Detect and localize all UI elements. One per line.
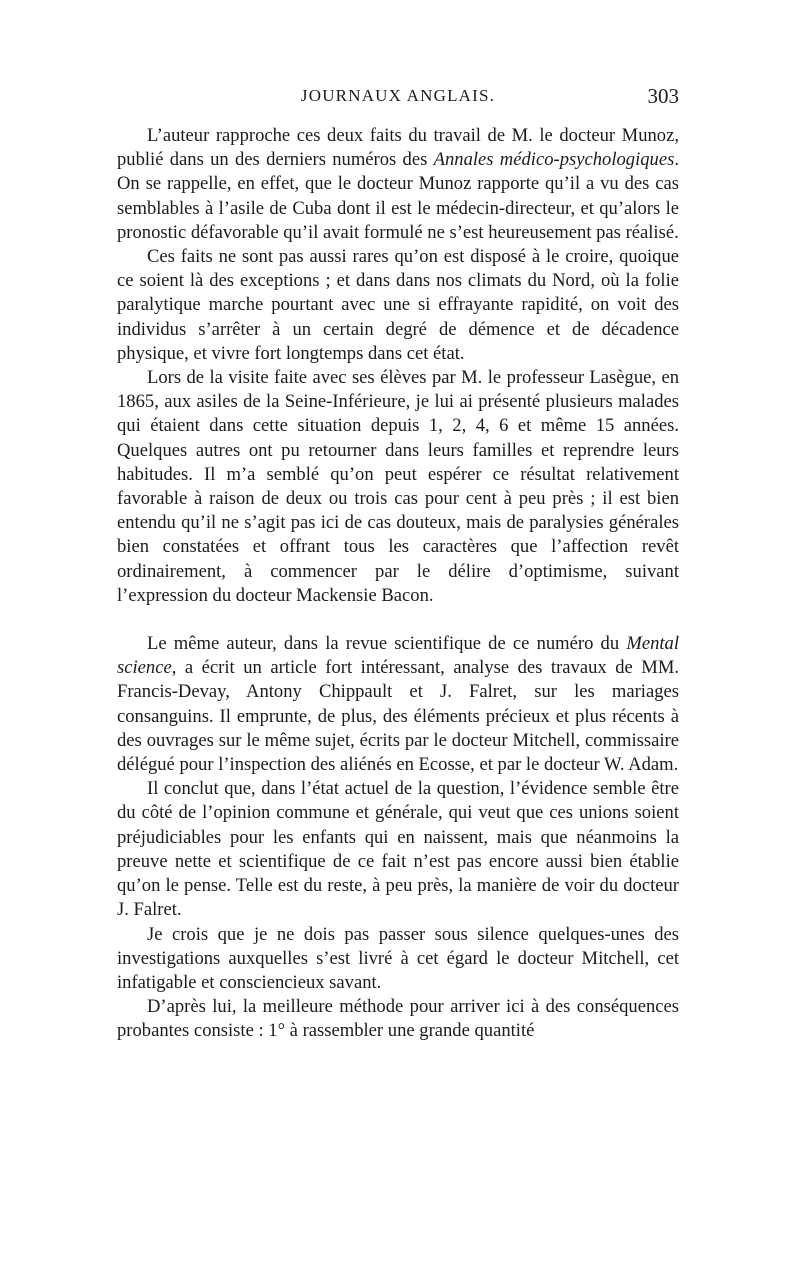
journal-title-annales: Annales médico-psychologiques: [433, 149, 675, 171]
paragraph-2: Ces faits ne sont pas aussi rares qu’on est disposé à le croire, quoique ce soient là des exceptions ; et dans dans nos climats du Nord, où la folie paralytique marche pourtant avec une si effrayante rapidité, on voit des individus s’arrêter à un certain degré de démence et de décadence physique, et vivre fort longtemps dans cet état.: [117, 246, 679, 364]
paragraph-5: Il conclut que, dans l’état actuel de la question, l’évidence semble être du côté de l’opinion commune et générale, qui veut que ces unions soient préjudiciables pour les enfants qui en naissent, mais que néanmoins la preuve nette et scientifique de ce fait n’est pas encore aussi bien établie qu’on le pense. Telle est du reste, à peu près, la manière de voir du docteur J. Falret.: [117, 778, 679, 921]
journal-title-mental-science: Mental science: [117, 633, 679, 679]
running-title: JOURNAUX ANGLAIS.: [300, 86, 496, 105]
paragraph-1-text-a: L’auteur rapproche ces deux faits du travail de M. le docteur Munoz, publié dans un des derniers numéros des: [117, 125, 679, 171]
paragraph-6: Je crois que je ne dois pas passer sous silence quelques-unes des investigations auxquelles s’est livré à cet égard le docteur Mitchell, cet infatigable et consciencieux savant.: [117, 923, 679, 993]
paragraph-1: [117, 124, 679, 245]
paragraph-3: Lors de la visite faite avec ses élèves par M. le professeur Lasègue, en 1865, aux asiles de la Seine-Inférieure, je lui ai présenté plusieurs malades qui étaient dans cette situation depuis 1, 2, 4, 6 et même 15 années. Quelques autres ont pu retourner dans leurs familles et reprendre leurs habitudes. Il m’a semblé qu’on peut espérer ce résultat relativement favorable à raison de deux ou trois cas pour cent à peu près ; il est bien entendu qu’il ne s’agit pas ici de cas douteux, mais de paralysies générales bien constatées et offrant tous les caractères que l’affection revêt ordinairement, à commencer par le délire d’optimisme, suivant l’expression du docteur Mackensie Bacon.: [117, 367, 679, 606]
paragraph-1-text-b: . On se rappelle, en effet, que le docteur Munoz rapporte qu’il a vu des cas semblables à l’asile de Cuba dont il est le médecin-directeur, et qu’alors le pronostic défavorable qu’il avait formulé ne s’est heureusement pas réalisé.: [117, 149, 679, 243]
page-header: [117, 86, 679, 116]
page-number: 303: [647, 84, 679, 108]
body-text: [117, 124, 679, 1044]
paragraph-4-text-a: Le même auteur, dans la revue scientifique de ce numéro du: [147, 633, 627, 655]
paragraph-4: [117, 632, 679, 777]
paragraph-7: D’après lui, la meilleure méthode pour arriver ici à des conséquences probantes consiste : 1° à rassembler une grande quantité: [117, 996, 679, 1042]
paragraph-4-text-b: , a écrit un article fort intéressant, analyse des travaux de MM. Francis-Devay, Antony Chippault et J. Falret, sur les mariages consanguins. Il emprunte, de plus, des éléments précieux et plus récents à des ouvrages sur le même sujet, écrits par le docteur Mitchell, commissaire délégué pour l’inspection des aliénés en Ecosse, et par le docteur W. Adam.: [117, 657, 679, 776]
